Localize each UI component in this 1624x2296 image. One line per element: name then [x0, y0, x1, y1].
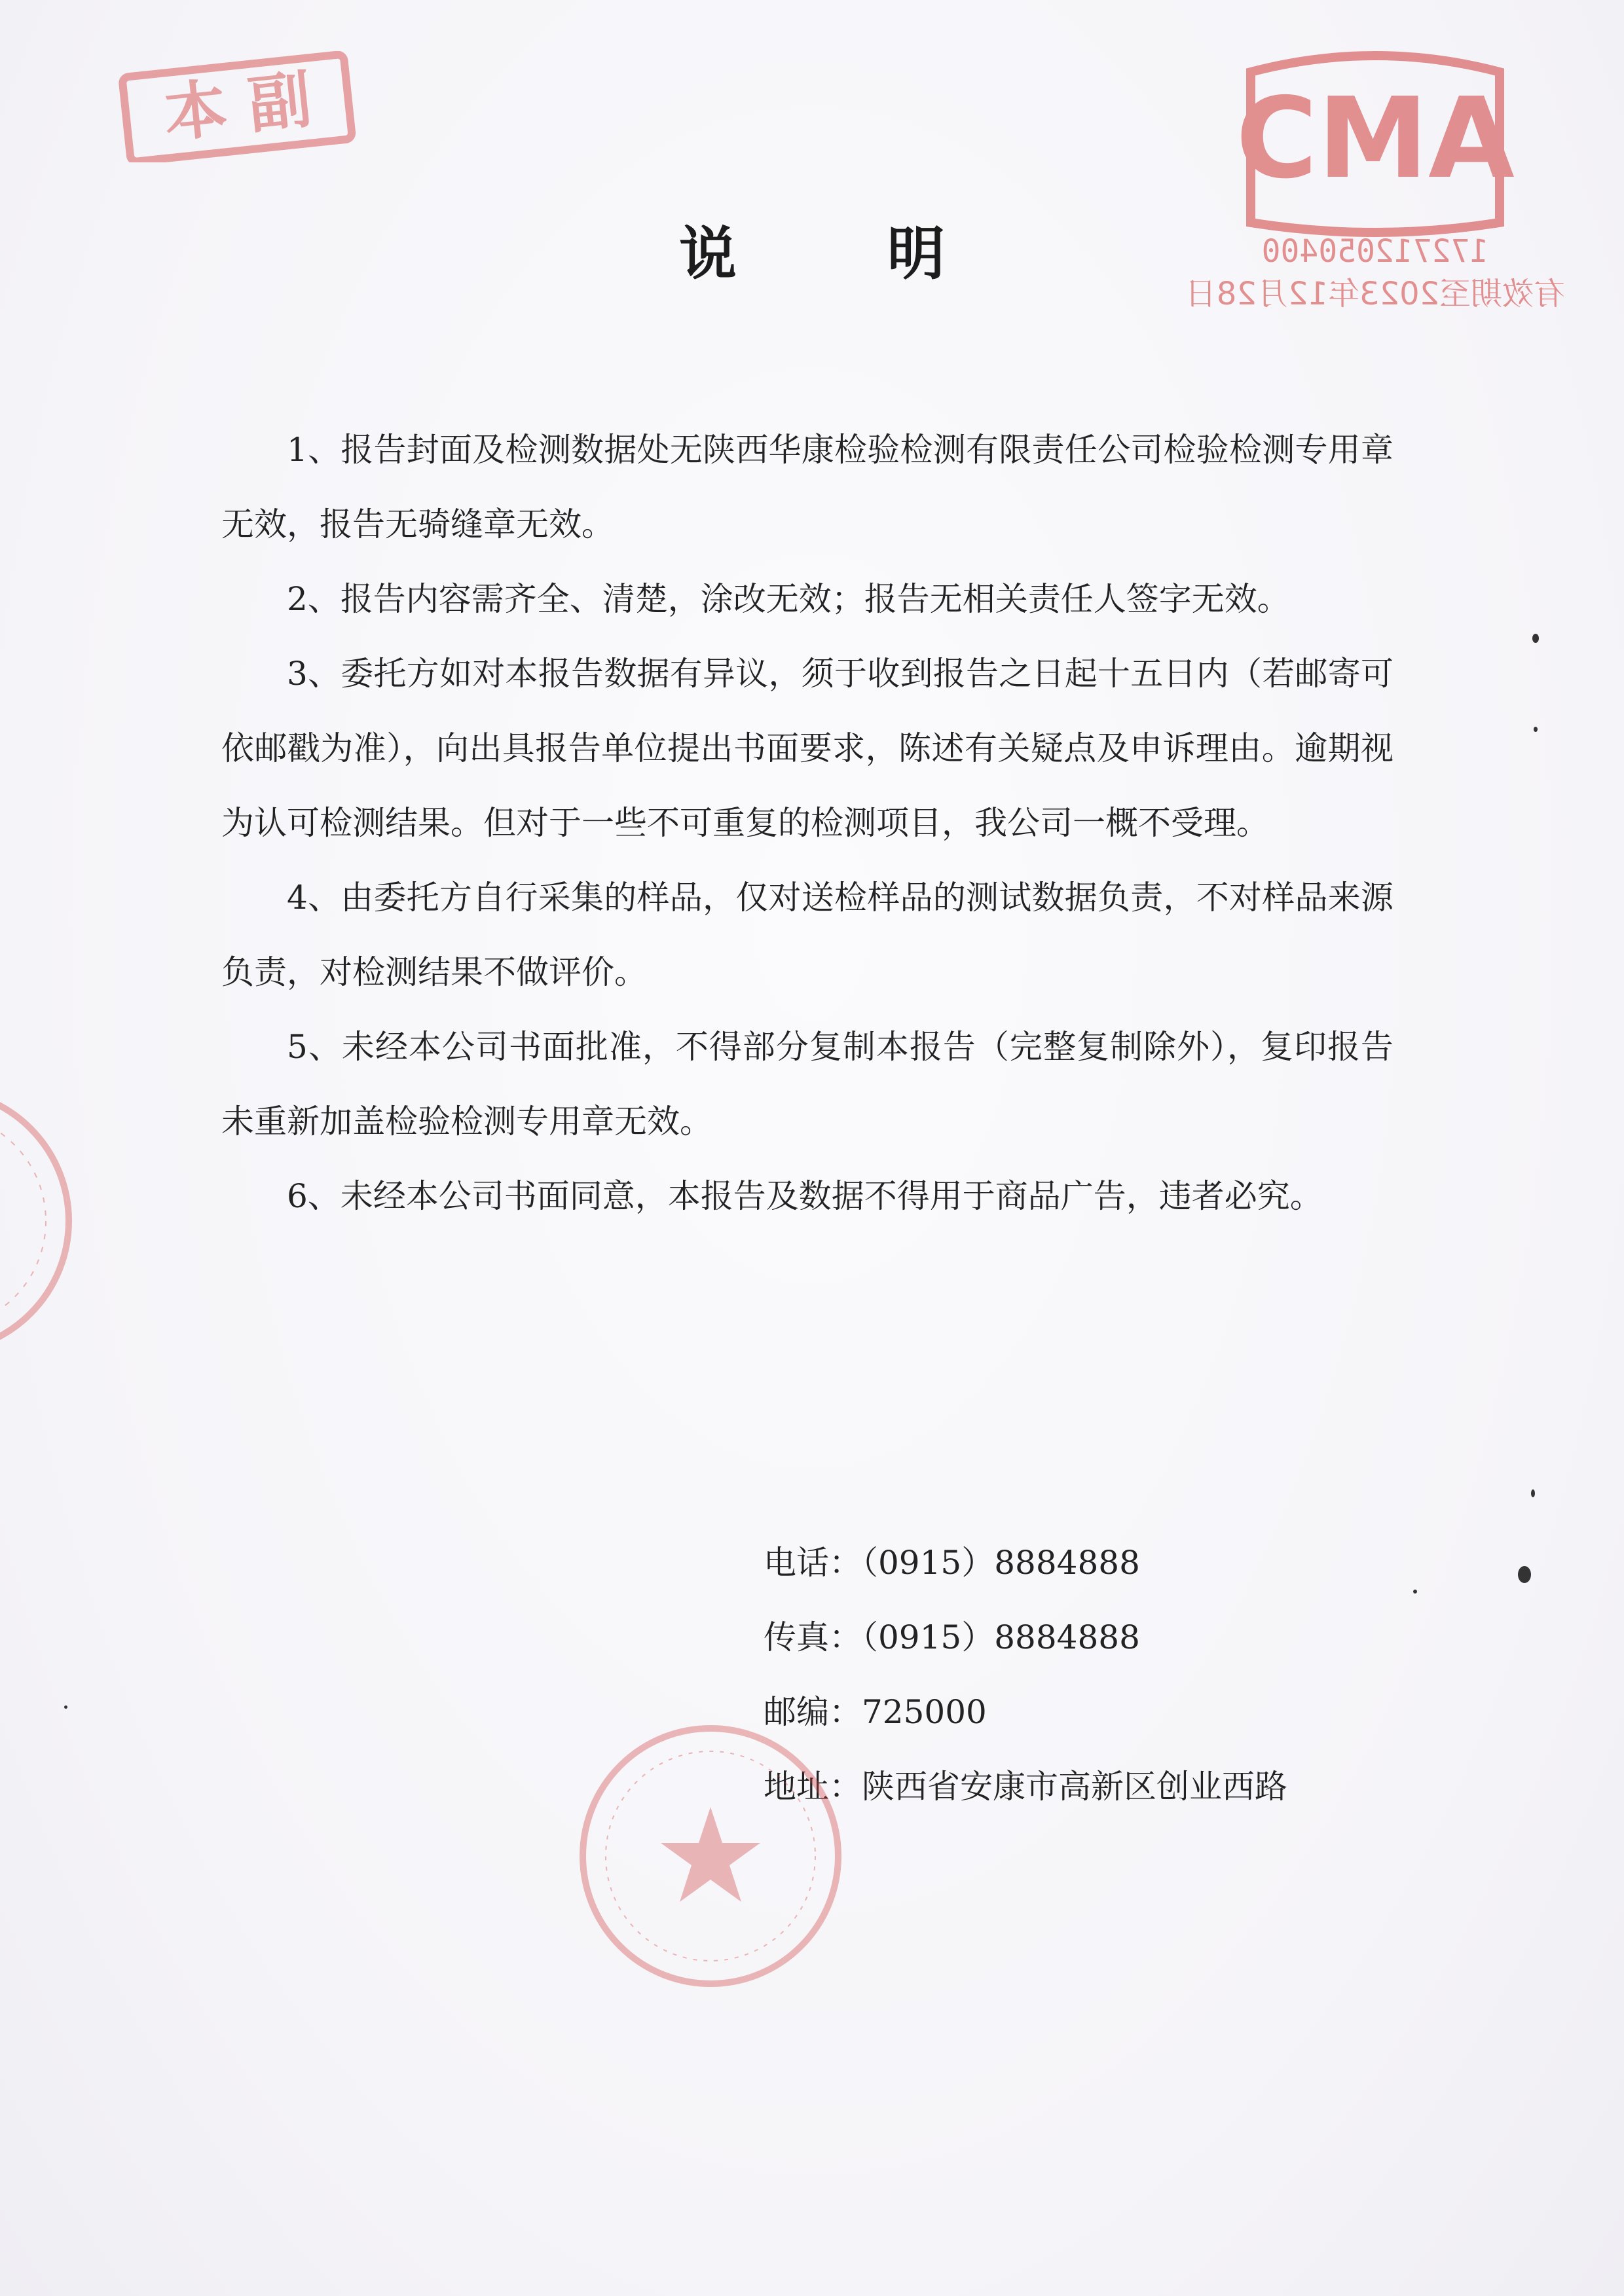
official-seal	[570, 1715, 851, 1997]
phone-row	[764, 1525, 1287, 1600]
notice-item-3: 3、委托方如对本报告数据有异议，须于收到报告之日起十五日内（若邮寄可依邮戳为准），向出具报告单位提出书面要求，陈述有关疑点及申诉理由。逾期视为认可检测结果。但对于一些不可重复的检测项目，我公司一概不受理。	[221, 655, 1393, 842]
notice-body	[221, 412, 1393, 1233]
title-char-2: 明	[887, 219, 946, 287]
notice-item-4: 4、由委托方自行采集的样品，仅对送检样品的测试数据负责，不对样品来源负责，对检测结果不做评价。	[221, 879, 1393, 991]
fax-value: （0915）8884888	[862, 1618, 1140, 1656]
address-label: 地址：	[764, 1768, 862, 1806]
scan-speck	[1518, 1566, 1531, 1583]
scan-speck	[1531, 1489, 1535, 1497]
cma-validity: 有效期至2023年12月28日	[1185, 276, 1566, 312]
scan-speck	[1532, 634, 1539, 643]
notice-item-6: 6、未经本公司书面同意，本报告及数据不得用于商品广告，违者必究。	[287, 1177, 1323, 1215]
phone-value: （0915）8884888	[862, 1544, 1140, 1582]
page-title	[0, 208, 1624, 291]
cma-number: 172712050400	[1261, 233, 1489, 270]
notice-item-5: 5、未经本公司书面批准，不得部分复制本报告（完整复制除外），复印报告未重新加盖检验检测专用章无效。	[221, 1028, 1393, 1140]
scan-speck	[1413, 1590, 1417, 1594]
scan-speck	[64, 1705, 67, 1709]
notice-item-1: 1、报告封面及检测数据处无陕西华康检验检测有限责任公司检验检测专用章无效，报告无骑缝章无效。	[221, 431, 1393, 543]
notice-item-2: 2、报告内容需齐全、清楚，涂改无效；报告无相关责任人签字无效。	[287, 580, 1290, 618]
copy-stamp	[117, 51, 359, 162]
title-char-1: 说	[678, 219, 737, 287]
fax-label: 传真：	[764, 1618, 862, 1656]
seal-star-icon	[661, 1807, 760, 1902]
postcode-label: 邮编：	[764, 1693, 862, 1731]
postcode-value: 725000	[862, 1693, 987, 1731]
fax-row	[764, 1600, 1287, 1675]
copy-stamp-text: 本 副	[160, 62, 315, 151]
phone-label: 电话：	[764, 1544, 862, 1582]
address-value: 陕西省安康市高新区创业西路	[862, 1768, 1287, 1806]
scan-speck	[1534, 727, 1538, 732]
cma-stamp-logo: CMA	[1236, 74, 1515, 204]
edge-seal	[0, 1074, 85, 1368]
